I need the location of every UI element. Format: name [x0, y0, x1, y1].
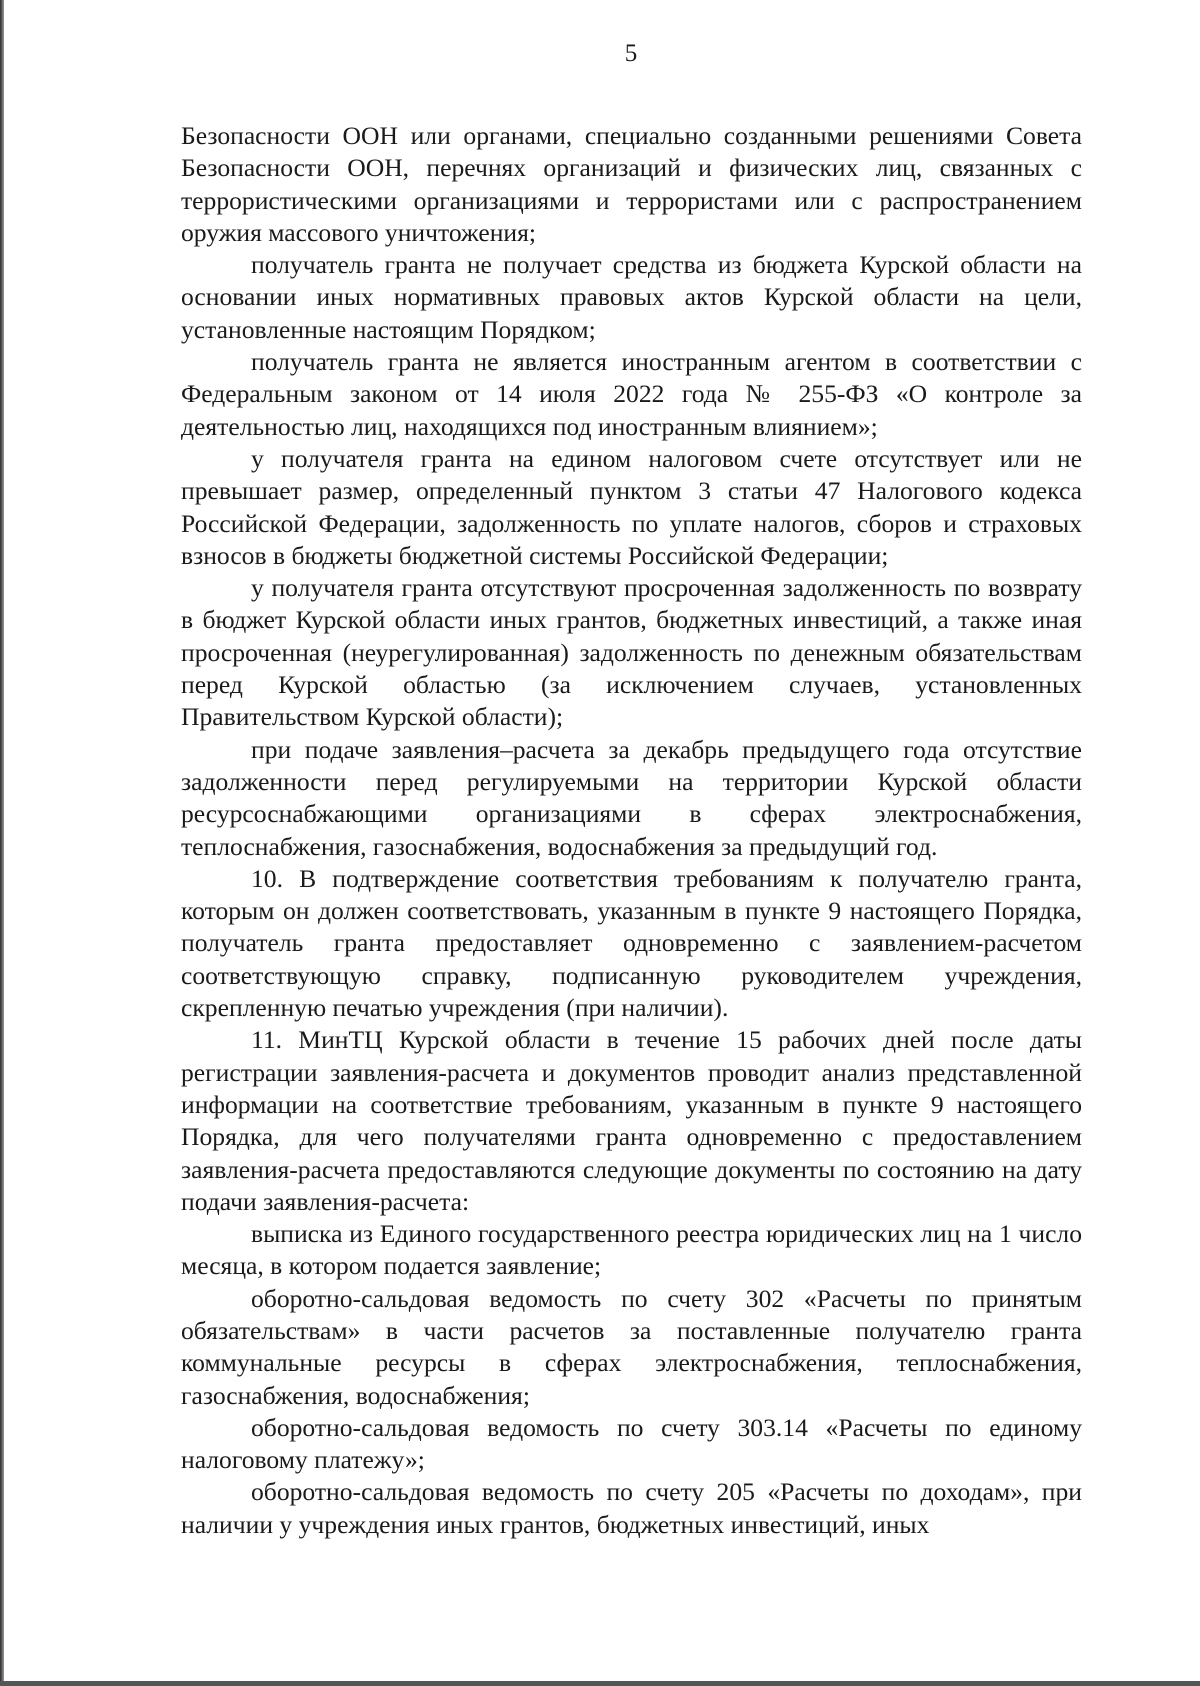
- paragraph-6: при подаче заявления–расчета за декабрь предыдущего года отсутствие задолженности перед регулируемыми на территории Курской области ресурсоснабжающими организациями в сферах электроснабжения, теплоснабжения, газоснабжения, водоснабжения за предыдущий год.: [181, 734, 1082, 861]
- paragraph-8: 11. МинТЦ Курской области в течение 15 рабочих дней после даты регистрации заявления-расчета и документов проводит анализ представленной информации на соответствие требованиям, указанным в пункте 9 настоящего Порядка, для чего получателями гранта одновременно с предоставлением заявления-расчета предоставляются следующие документы по состоянию на дату подачи заявления-расчета:: [181, 1025, 1082, 1216]
- page-number: 5: [624, 40, 638, 67]
- paragraph-5: у получателя гранта отсутствуют просроченная задолженность по возврату в бюджет Курской области иных грантов, бюджетных инвестиций, а также иная просроченная (неурегулированная) задолженность по денежным обязательствам перед Курской областью (за исключением случаев, установленных Правительством Курской области);: [181, 573, 1082, 732]
- paragraph-1: Безопасности ООН или органами, специально созданными решениями Совета Безопасности ООН, перечнях организаций и физических лиц, связанных с террористическими организациями и террористами или с распространением оружия массового уничтожения;: [181, 121, 1082, 247]
- scan-edge-bottom: [0, 1681, 1200, 1686]
- paragraph-10: оборотно-сальдовая ведомость по счету 302 «Расчеты по принятым обязательствам» в части расчетов за поставленные получателю гранта коммунальные ресурсы в сферах электроснабжения, теплоснабжения, газоснабжения, водоснабжения;: [181, 1283, 1082, 1410]
- paragraph-9: выписка из Единого государственного реестра юридических лиц на 1 число месяца, в котором подается заявление;: [181, 1219, 1082, 1281]
- paragraph-2: получатель гранта не получает средства из бюджета Курской области на основании иных нормативных правовых актов Курской области на цели, установленные настоящим Порядком;: [181, 250, 1082, 344]
- document-body: [181, 120, 1082, 1541]
- scan-edge-left: [0, 0, 4, 1686]
- paragraph-11: оборотно-сальдовая ведомость по счету 303.14 «Расчеты по единому налоговому платежу»;: [181, 1412, 1082, 1475]
- paragraph-4: у получателя гранта на едином налоговом счете отсутствует или не превышает размер, определенный пунктом 3 статьи 47 Налогового кодекса Российской Федерации, задолженность по уплате налогов, сборов и страховых взносов в бюджеты бюджетной системы Российской Федерации;: [181, 443, 1082, 570]
- paragraph-7: 10. В подтверждение соответствия требованиям к получателю гранта, которым он должен соответствовать, указанным в пункте 9 настоящего Порядка, получатель гранта предоставляет одновременно с заявлением-расчетом соответствующую справку, подписанную руководителем учреждения, скрепленную печатью учреждения (при наличии).: [181, 863, 1082, 1023]
- paragraph-12: оборотно-сальдовая ведомость по счету 205 «Расчеты по доходам», при наличии у учреждения иных грантов, бюджетных инвестиций, иных: [181, 1477, 1082, 1539]
- paragraph-3: получатель гранта не является иностранным агентом в соответствии с Федеральным законом от 14 июля 2022 года № 255-ФЗ «О контроле за деятельностью лиц, находящихся под иностранным влиянием»;: [181, 347, 1082, 441]
